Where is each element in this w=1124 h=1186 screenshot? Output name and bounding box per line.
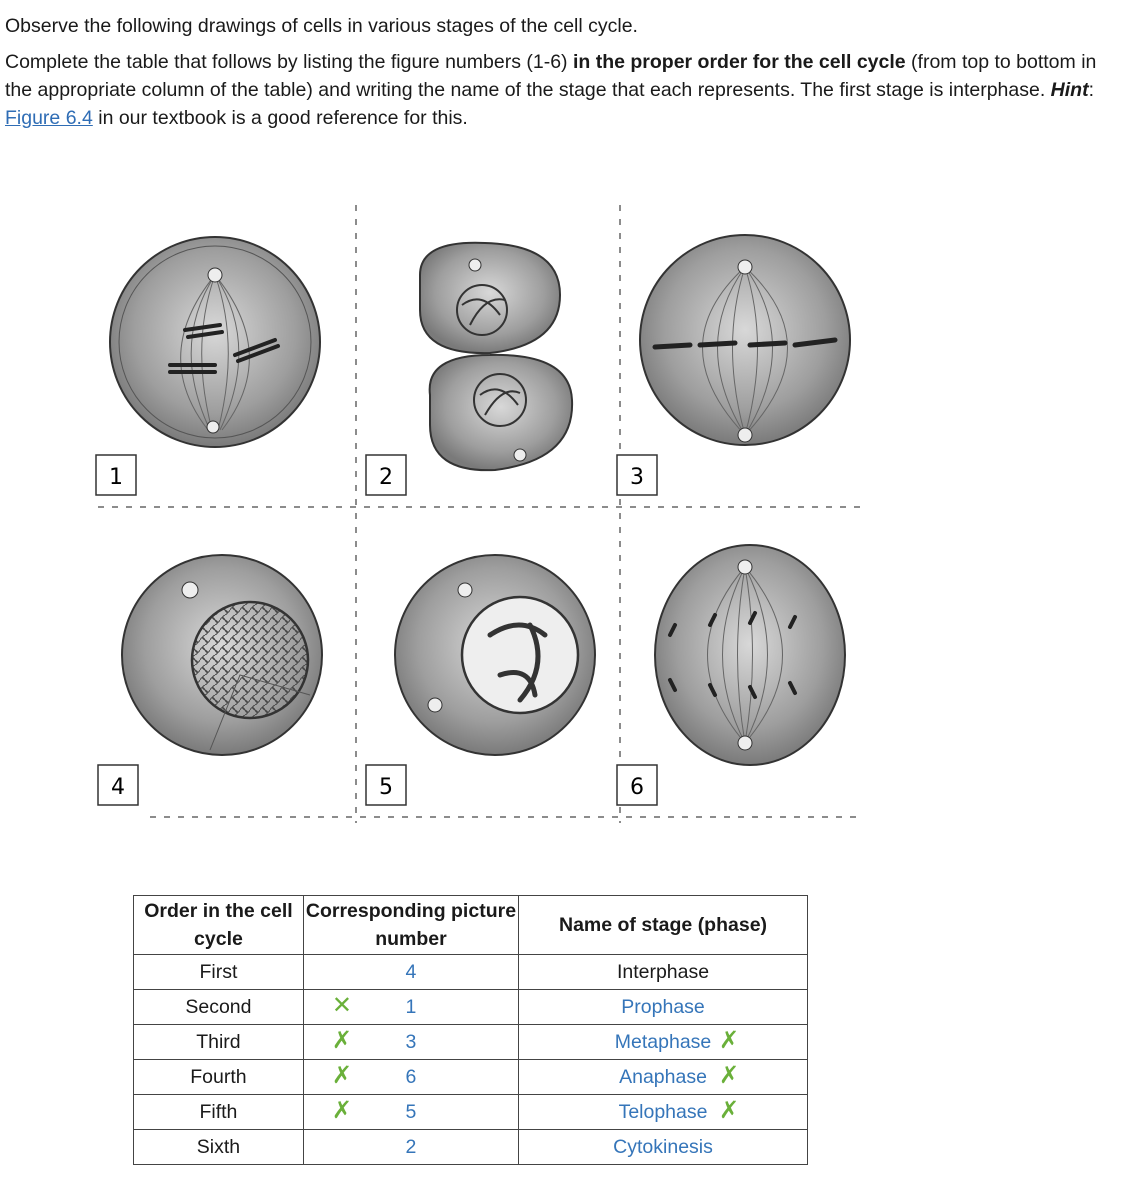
cell-5-drawing [395,555,595,755]
cell-4-drawing [122,555,322,755]
instructions [5,12,1115,132]
cell-3-drawing [640,235,850,445]
table-row [134,1130,808,1165]
picture-number: 4 [405,960,417,983]
order-cell: Fifth [134,1095,304,1130]
figure-label-5: 5 [379,775,393,800]
picture-number-cell [303,1060,518,1095]
order-cell: First [134,955,304,990]
order-cell: Second [134,990,304,1025]
stage-name-cell [519,990,808,1025]
hint-label: Hint [1050,79,1089,101]
grading-mark-icon: ✗ [331,1062,352,1089]
order-cell: Sixth [134,1130,304,1165]
figure-reference-link[interactable]: Figure 6.4 [5,107,93,129]
cell-6-drawing [655,545,845,765]
header-picture: Corresponding picture number [303,896,518,955]
table-row [134,1095,808,1130]
picture-number: 2 [405,1135,417,1158]
stage-name: Cytokinesis [613,1135,713,1158]
picture-number: 5 [405,1100,417,1123]
figure-label-2: 2 [379,465,393,490]
table-row [134,1025,808,1060]
picture-number-cell [303,1025,518,1060]
header-name: Name of stage (phase) [519,896,808,955]
instruction-paragraph [5,48,1115,132]
hint-colon: : [1088,79,1094,101]
stage-name-cell [519,955,808,990]
table-row [134,1060,808,1095]
instruction-emphasis: in the proper order for the cell cycle [572,51,906,73]
grading-mark-icon: ✗ [331,1097,352,1124]
picture-number: 6 [405,1065,417,1088]
cell-2-drawing [420,243,572,470]
picture-number: 3 [405,1030,417,1053]
figure-label-3: 3 [630,465,644,490]
stage-name: Prophase [621,995,705,1018]
instruction-text-d: in our textbook is a good reference for this. [92,107,468,129]
grading-mark-icon: ✗ [719,1027,740,1054]
cell-drawings [90,195,870,835]
table-row [134,990,808,1025]
grading-mark-icon: ✗ [331,1027,352,1054]
table-header-row [134,896,808,955]
cell-1-drawing [110,237,320,447]
stage-name-cell [519,1095,808,1130]
cell-cycle-table [133,895,808,1165]
grading-mark-icon: ✗ [719,1062,740,1089]
stage-name: Metaphase [614,1030,712,1053]
picture-number-cell [303,1095,518,1130]
grading-mark-icon: ✕ [331,992,352,1019]
order-cell: Third [134,1025,304,1060]
figure-label-6: 6 [630,775,644,800]
table-row [134,955,808,990]
instruction-text-c: (from top to bottom in the appropriate column of the table) and writing the name of the stage that each represents. The first stage is interphase. [5,51,1097,101]
stage-name-cell [519,1060,808,1095]
header-order: Order in the cell cycle [134,896,304,955]
instruction-text-a: Complete the table that follows by listing the figure numbers (1-6) [5,51,573,73]
stage-name-cell [519,1130,808,1165]
picture-number-cell [303,1130,518,1165]
stage-name: Anaphase [619,1065,707,1088]
grading-mark-icon: ✗ [719,1097,740,1124]
order-cell: Fourth [134,1060,304,1095]
stage-name: Interphase [616,960,710,983]
picture-number-cell [303,990,518,1025]
picture-number-cell [303,955,518,990]
stage-name: Telophase [618,1100,708,1123]
cell-cycle-figure [90,195,870,835]
stage-name-cell [519,1025,808,1060]
picture-number: 1 [405,995,417,1018]
instruction-line-1: Observe the following drawings of cells in various stages of the cell cycle. [5,15,638,37]
figure-label-1: 1 [109,465,123,490]
figure-label-4: 4 [111,775,125,800]
